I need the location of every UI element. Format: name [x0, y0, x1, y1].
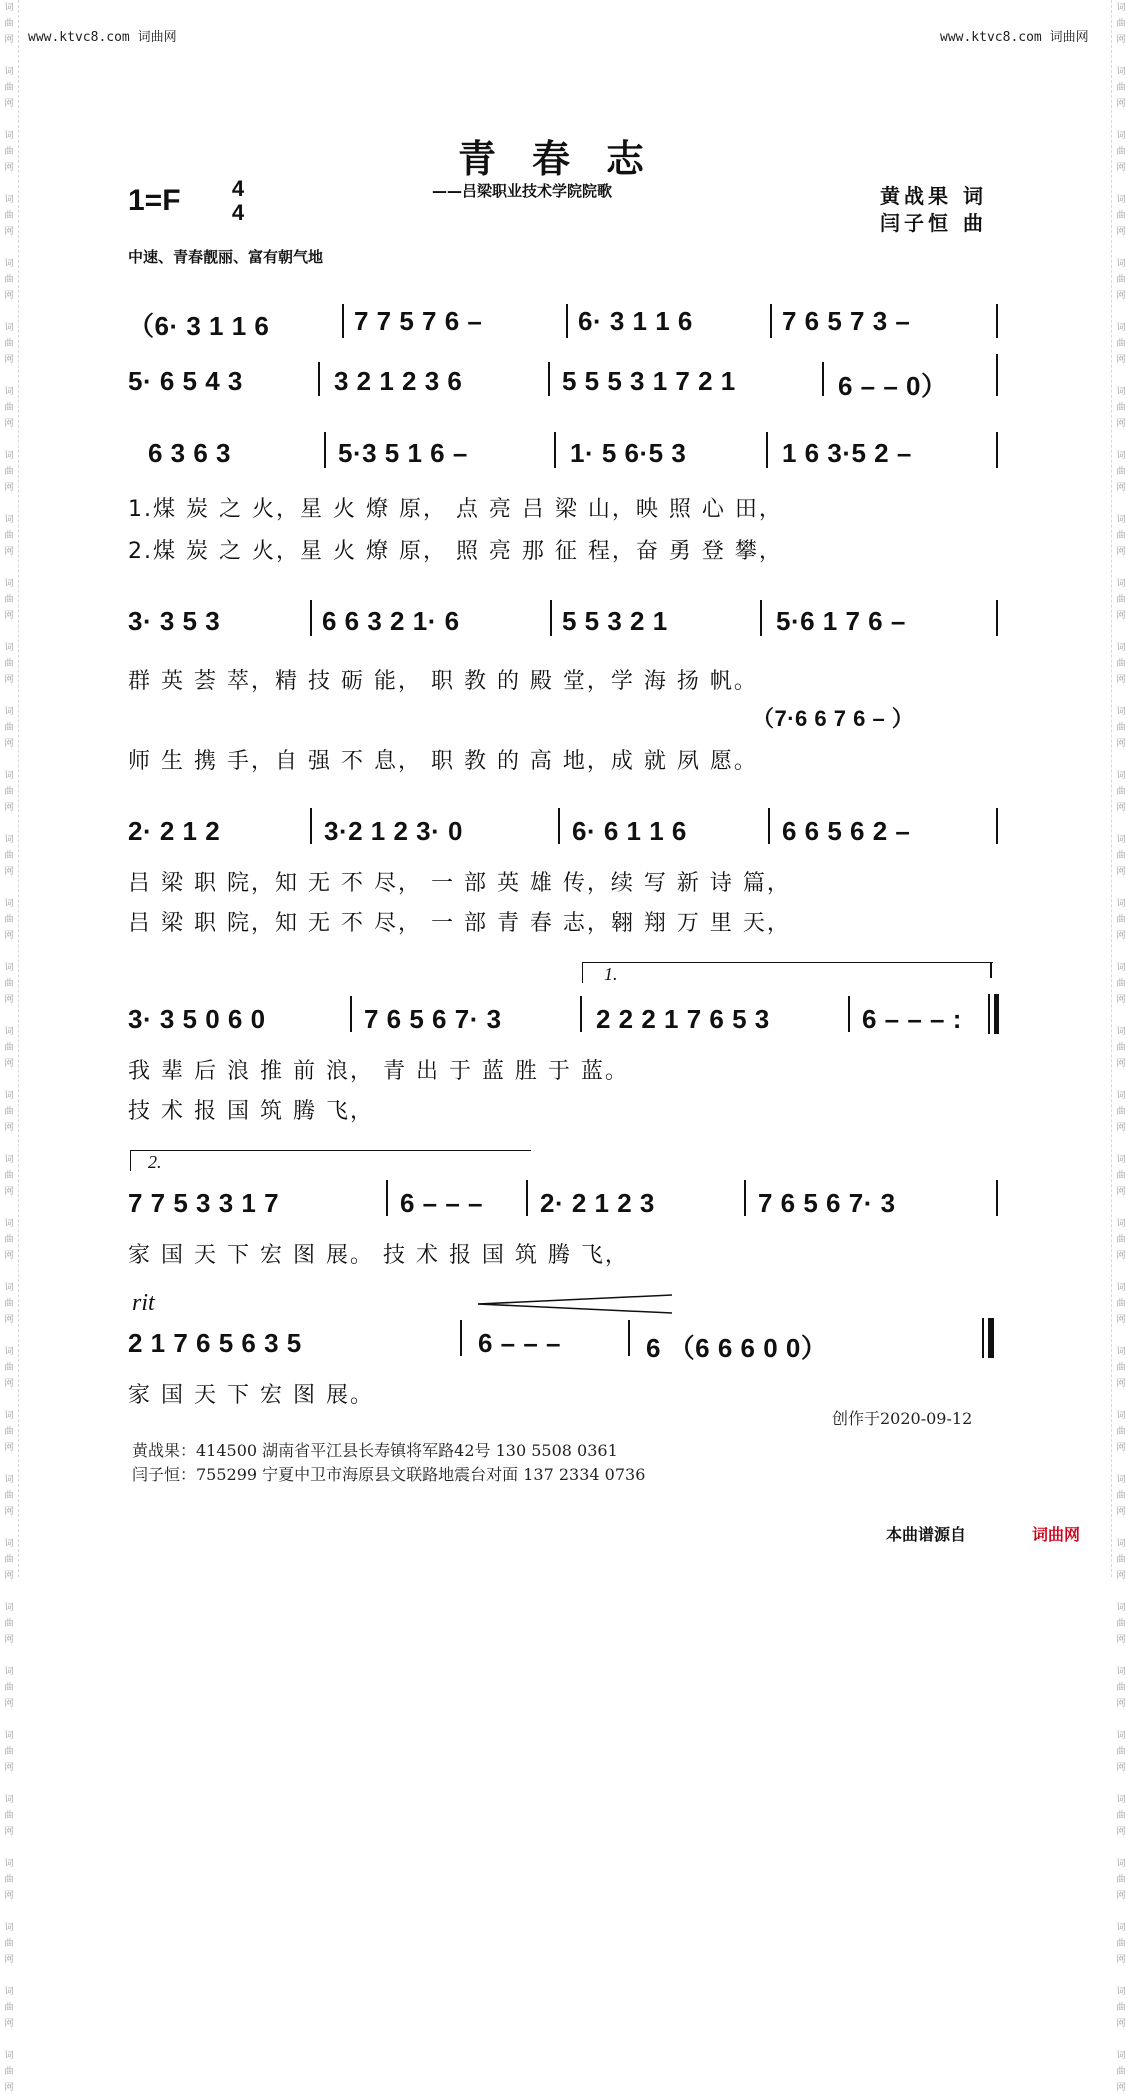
lyric-line: 家 国 天 下 宏 图 展。 技 术 报 国 筑 腾 飞，	[128, 1243, 629, 1268]
site-url-left[interactable]: www.ktvc8.com 词曲网	[28, 30, 177, 45]
barline	[760, 600, 762, 636]
barline	[848, 996, 850, 1032]
lyric-line: 2.煤 炭 之 火，星 火 燎 原， 照 亮 那 征 程，奋 勇 登 攀，	[128, 539, 783, 564]
song-subtitle: ——吕梁职业技术学院院歌	[432, 182, 613, 200]
barline	[526, 1180, 528, 1216]
key-signature: 1=F	[128, 184, 181, 217]
volta-bracket	[582, 962, 993, 983]
barline	[318, 362, 320, 396]
measure-1: （6· 3 1 1 6	[128, 311, 270, 341]
measure-27: 2· 2 1 2 3	[540, 1188, 655, 1218]
barline	[770, 304, 772, 338]
lyric-line: 吕 梁 职 院，知 无 不 尽， 一 部 青 春 志，翱 翔 万 里 天，	[128, 911, 791, 936]
measure-22: 7 6 5 6 7· 3	[364, 1004, 502, 1034]
measure-3: 6· 3 1 1 6	[578, 306, 693, 336]
measure-20: 6 6 5 6 2 –	[782, 816, 911, 846]
measure-28: 7 6 5 6 7· 3	[758, 1188, 896, 1218]
lyric-line: 技 术 报 国 筑 腾 飞，	[128, 1099, 374, 1124]
measure-16: 5·6 1 7 6 –	[776, 606, 906, 636]
barline	[558, 808, 560, 844]
volta-bracket	[130, 1150, 531, 1171]
repeat-barline-thick	[994, 994, 999, 1034]
crescendo-hairpin	[476, 1292, 676, 1316]
barline	[744, 1180, 746, 1216]
barline	[996, 354, 998, 396]
barline	[768, 808, 770, 844]
song-title: 青春志	[458, 136, 681, 181]
lyric-line: 群 英 荟 萃，精 技 砺 能， 职 教 的 殿 堂，学 海 扬 帆。	[128, 669, 758, 694]
measure-17: 2· 2 1 2	[128, 816, 221, 846]
lyric-line: 我 辈 后 浪 推 前 浪， 青 出 于 蓝 胜 于 蓝。	[128, 1059, 629, 1084]
barline	[996, 304, 998, 338]
measure-23: 2 2 2 1 7 6 5 3	[596, 1004, 770, 1034]
barline	[554, 432, 556, 468]
volta-number: 1.	[604, 964, 618, 984]
measure-15: 5 5 3 2 1	[562, 606, 668, 636]
measure-9: 6 3 6 3	[148, 438, 232, 468]
final-barline-thin	[982, 1318, 984, 1358]
barline	[460, 1320, 462, 1356]
creation-date: 创作于2020-09-12	[832, 1409, 973, 1428]
barline	[996, 808, 998, 844]
contact-lyricist: 黄战果：414500 湖南省平江县长寿镇将军路42号 130 5508 0361	[132, 1441, 618, 1460]
barline	[766, 432, 768, 468]
time-signature-top: 4	[231, 176, 245, 201]
side-watermark-left: 词 曲 网 词 曲 网 词 曲 网 词 曲 网 词 曲 网 词 曲 网 词 曲 网 词 曲 网 词 曲 网 词 曲 网 词 曲 网 词 曲 网 词 曲 网 词 曲 网 词 曲 网 词 曲 网 词 曲 网 词 曲 网 词 曲 网 词 曲 网 词 曲 网 词 曲 网 词 曲 网 词 曲 网 词 曲 网 词 曲 网 词 曲 网 词 曲 网 词 曲 网 词 曲 网 词 曲 网 词 曲 网 词 曲 网	[0, 0, 19, 1577]
lyricist-credit: 黄战果 词	[880, 184, 987, 208]
measure-4: 7 6 5 7 3 –	[782, 306, 911, 336]
barline	[548, 362, 550, 396]
barline	[566, 304, 568, 338]
measure-11: 1· 5 6·5 3	[570, 438, 687, 468]
measure-29: 2 1 7 6 5 6 3 5	[128, 1328, 302, 1358]
barline	[996, 432, 998, 468]
measure-14: 6 6 3 2 1· 6	[322, 606, 460, 636]
measure-2: 7 7 5 7 6 –	[354, 306, 483, 336]
measure-25: 7 7 5 3 3 1 7	[128, 1188, 280, 1218]
barline	[342, 304, 344, 338]
barline	[580, 996, 582, 1032]
volta-number: 2.	[148, 1152, 162, 1172]
measure-30: 6 – – –	[478, 1328, 562, 1358]
lyric-line: 1.煤 炭 之 火，星 火 燎 原， 点 亮 吕 梁 山，映 照 心 田，	[128, 497, 783, 522]
barline	[550, 600, 552, 636]
measure-12: 1 6 3·5 2 –	[782, 438, 912, 468]
measure-24: 6 – – – :	[862, 1004, 962, 1034]
barline	[628, 1320, 630, 1356]
measure-5: 5· 6 5 4 3	[128, 366, 243, 396]
source-label: 本曲谱源自	[886, 1525, 967, 1544]
final-barline-thick	[988, 1318, 994, 1358]
lyric-line: 家 国 天 下 宏 图 展。	[128, 1383, 374, 1408]
measure-13: 3· 3 5 3	[128, 606, 221, 636]
barline	[996, 1180, 998, 1216]
site-url-right[interactable]: www.ktvc8.com 词曲网	[940, 30, 1089, 45]
measure-21: 3· 3 5 0 6 0	[128, 1004, 266, 1034]
measure-31: 6 （6 6 6 0 0）	[646, 1333, 828, 1363]
composer-credit: 闫子恒 曲	[880, 211, 987, 235]
barline	[350, 996, 352, 1032]
lyric-line: 师 生 携 手，自 强 不 息， 职 教 的 高 地，成 就 夙 愿。	[128, 749, 758, 774]
measure-10: 5·3 5 1 6 –	[338, 438, 468, 468]
measure-26: 6 – – –	[400, 1188, 484, 1218]
measure-19: 6· 6 1 1 6	[572, 816, 687, 846]
source-brand-link[interactable]: 词曲网	[1032, 1525, 1081, 1544]
volta-end	[990, 962, 992, 978]
tempo-marking: 中速、青春靓丽、富有朝气地	[128, 248, 324, 266]
measure-6: 3 2 1 2 3 6	[334, 366, 463, 396]
ritardando-marking: rit	[132, 1290, 155, 1316]
barline	[822, 362, 824, 396]
repeat-barline-thin	[988, 994, 990, 1034]
measure-18: 3·2 1 2 3· 0	[324, 816, 463, 846]
measure-8: 6 – – 0）	[838, 371, 948, 401]
barline	[386, 1180, 388, 1216]
side-watermark-right: 词 曲 网 词 曲 网 词 曲 网 词 曲 网 词 曲 网 词 曲 网 词 曲 网 词 曲 网 词 曲 网 词 曲 网 词 曲 网 词 曲 网 词 曲 网 词 曲 网 词 曲 网 词 曲 网 词 曲 网 词 曲 网 词 曲 网 词 曲 网 词 曲 网 词 曲 网 词 曲 网 词 曲 网 词 曲 网 词 曲 网 词 曲 网 词 曲 网 词 曲 网 词 曲 网 词 曲 网 词 曲 网 词 曲 网	[1111, 0, 1130, 1577]
time-signature-bottom: 4	[231, 200, 245, 225]
barline	[996, 600, 998, 636]
barline	[310, 600, 312, 636]
barline	[310, 808, 312, 844]
interlude-phrase: （7·6 6 7 6 – ）	[752, 706, 915, 731]
measure-7: 5 5 5 3 1 7 2 1	[562, 366, 736, 396]
lyric-line: 吕 梁 职 院，知 无 不 尽， 一 部 英 雄 传，续 写 新 诗 篇，	[128, 871, 791, 896]
barline	[324, 432, 326, 468]
contact-composer: 闫子恒：755299 宁夏中卫市海原县文联路地震台对面 137 2334 0736	[132, 1465, 646, 1484]
